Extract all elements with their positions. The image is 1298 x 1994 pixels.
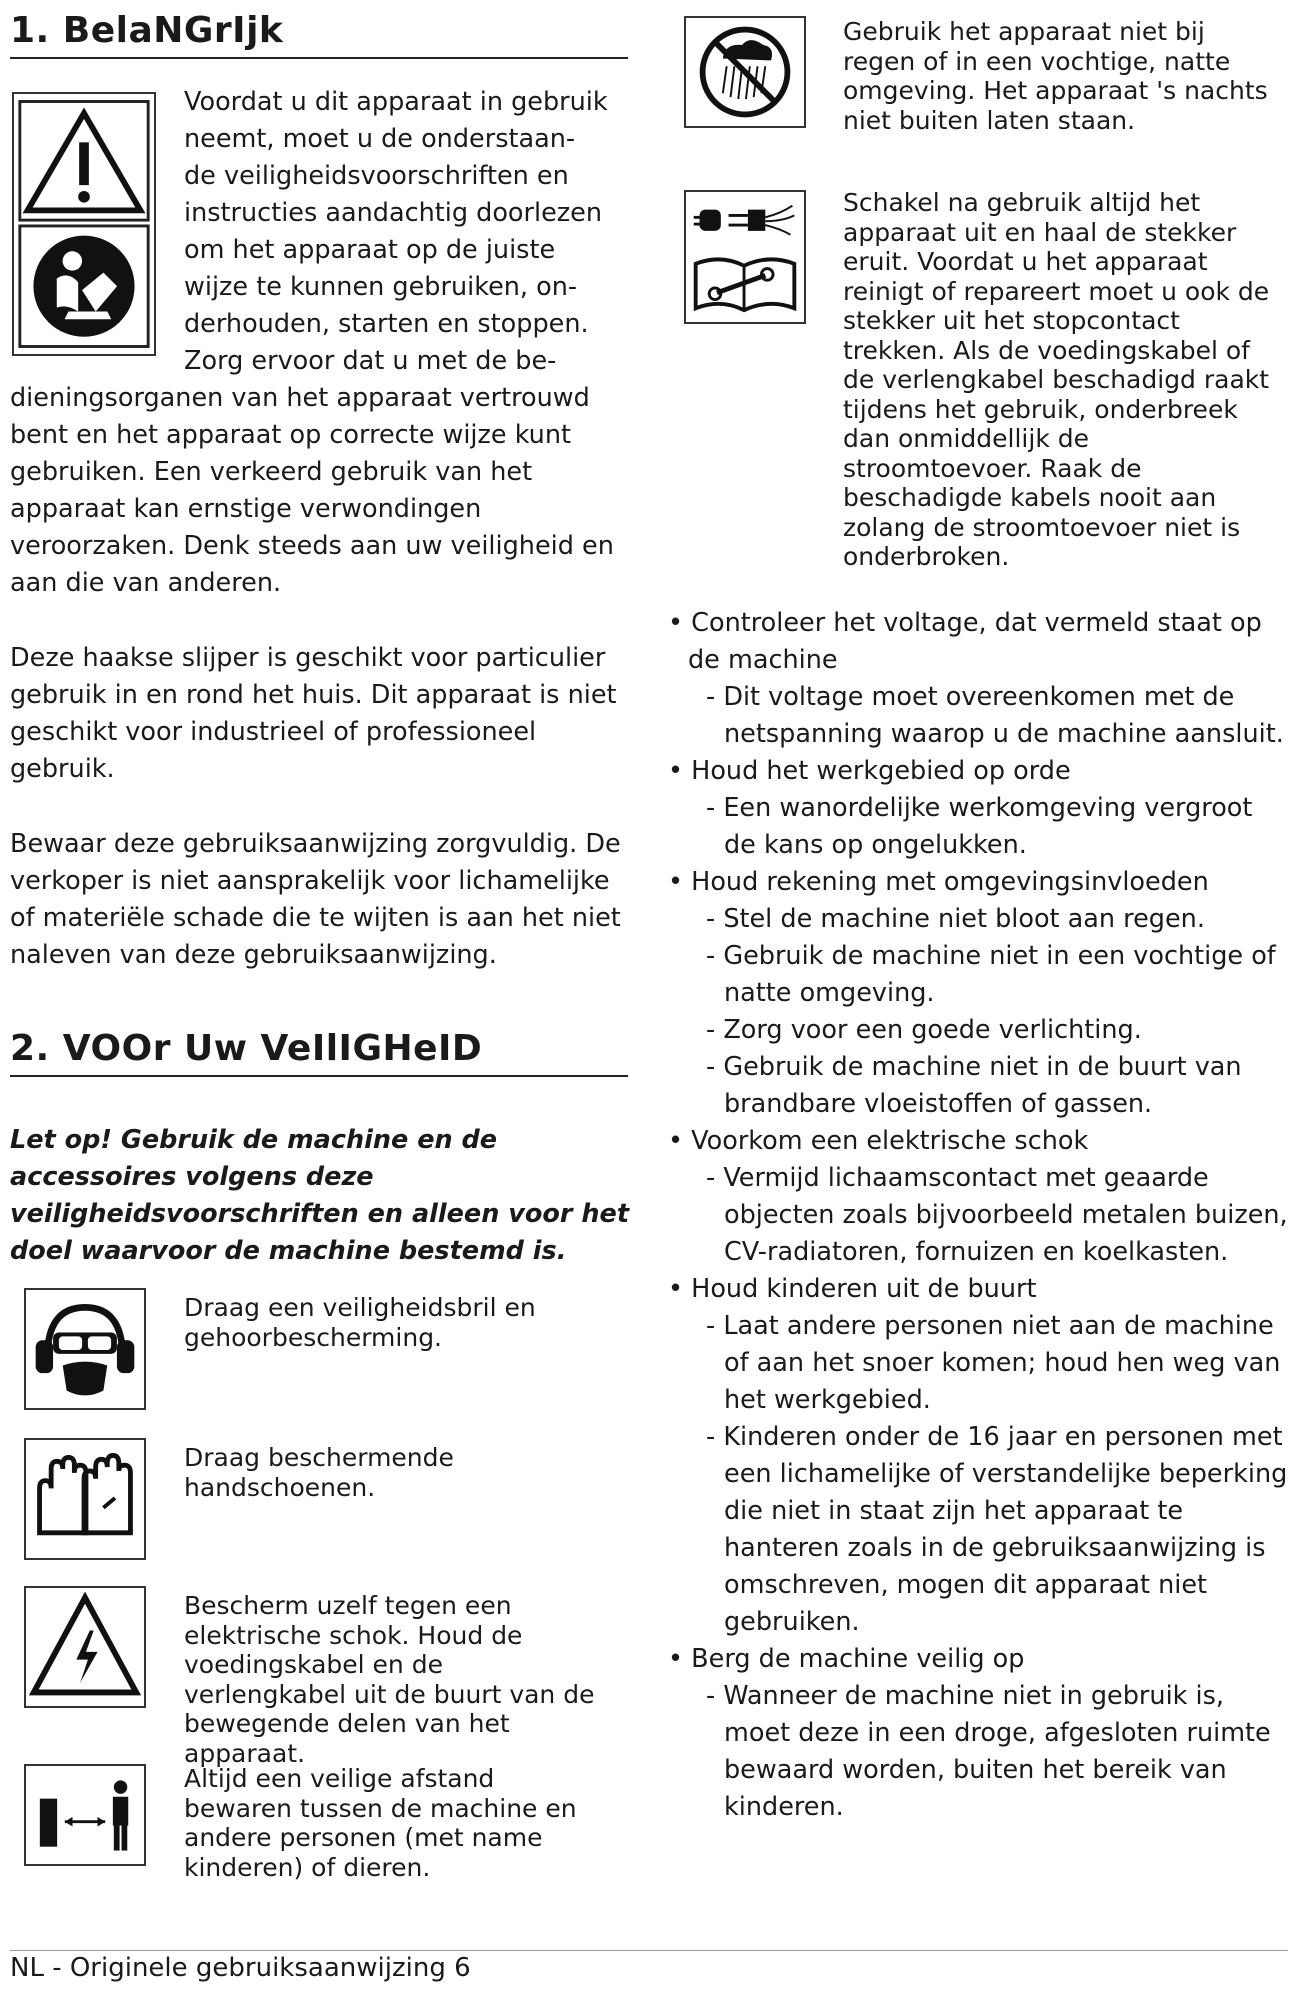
sub-item: - Wanneer de machine niet in gebruik is, moet deze in een droge, afgesloten ruimte bewaard worden, buiten het bereik van kinderen. xyxy=(706,1681,1271,1822)
intro-line: om het apparaat op de juiste xyxy=(184,235,556,265)
goggles-ear-protection-icon xyxy=(26,1290,144,1408)
goggles-label: Draag een veiligheidsbril en gehoorbescherming. xyxy=(184,1293,536,1352)
sub-item: - Zorg voor een goede verlichting. xyxy=(706,1015,1142,1045)
bullet-text: Houd rekening met omgevingsinvloeden xyxy=(691,867,1209,897)
sub-text: Stel de machine niet bloot aan regen. xyxy=(723,904,1205,934)
warning-manual-icon-box xyxy=(12,92,156,356)
section-2-heading: 2. VOOr Uw VeIlIGHeID xyxy=(10,1028,628,1077)
bullet-text: Houd kinderen uit de buurt xyxy=(691,1274,1037,1304)
notice-text: Let op! Gebruik de machine en de accessoires volgens deze veiligheidsvoorschriften en alleen voor het doel waarvoor de machine bestemd is. xyxy=(10,1125,630,1266)
no-rain-label: Gebruik het apparaat niet bij regen of in een vochtige, natte omgeving. Het apparaat 's nachts niet buiten laten staan. xyxy=(843,17,1268,135)
sub-item: - Een wanordelijke werkomgeving vergroot de kans op ongelukken. xyxy=(706,793,1253,860)
sub-item: - Stel de machine niet bloot aan regen. xyxy=(706,904,1205,934)
intro-continuation: dieningsorganen van het apparaat vertrouwd bent en het apparaat op correcte wijze kunt gebruiken. Een verkeerd gebruik van het apparaat kan ernstige verwondingen veroorzaken. Denk steeds aan uw veiligheid en aan die van anderen. xyxy=(10,383,614,598)
sub-text: Dit voltage moet overeenkomen met de netspanning waarop u de machine aansluit. xyxy=(723,682,1284,749)
no-rain-icon-box xyxy=(684,16,806,128)
bullet-text: Houd het werkgebied op orde xyxy=(691,756,1071,786)
distance-icon-box xyxy=(24,1764,146,1866)
page-footer: NL - Originele gebruiksaanwijzing 6 xyxy=(10,1950,1288,1983)
gloves-icon-box xyxy=(24,1438,146,1560)
sub-text: Vermijd lichaamscontact met geaarde objecten zoals bijvoorbeeld metalen buizen, CV-radiatoren, fornuizen en koelkasten. xyxy=(723,1163,1288,1267)
bullet-item: • Controleer het voltage, dat vermeld staat op de machine xyxy=(668,608,1262,675)
bullet-item: • Houd rekening met omgevingsinvloeden xyxy=(668,867,1209,897)
distance-label: Altijd een veilige afstand bewaren tussen de machine en andere personen (met name kinderen) of dieren. xyxy=(184,1764,577,1882)
sub-item: - Laat andere personen niet aan de machine of aan het snoer komen; houd hen weg van het werkgebied. xyxy=(706,1311,1281,1415)
unplug-icon-box xyxy=(684,190,806,324)
bullet-text: Voorkom een elektrische schok xyxy=(691,1126,1089,1156)
sub-text: Gebruik de machine niet in een vochtige of natte omgeving. xyxy=(723,941,1276,1008)
intro-line: Zorg ervoor dat u met de be- xyxy=(184,346,557,376)
sub-text: Laat andere personen niet aan de machine of aan het snoer komen; houd hen weg van het werkgebied. xyxy=(723,1311,1281,1415)
sub-text: Kinderen onder de 16 jaar en personen met een lichamelijke of verstandelijke beperking die niet in staat zijn het apparaat te hanteren zoals in de gebruiksaanwijzing is omschreven, mogen dit apparaat niet gebruiken. xyxy=(723,1422,1288,1637)
no-rain-icon xyxy=(686,18,804,126)
electric-icon-box xyxy=(24,1586,146,1708)
sub-text: Een wanordelijke werkomgeving vergroot de kans op ongelukken. xyxy=(723,793,1253,860)
gloves-label: Draag beschermende handschoenen. xyxy=(184,1443,454,1502)
sub-item: - Gebruik de machine niet in de buurt van brandbare vloeistoffen of gassen. xyxy=(706,1052,1242,1119)
intro-line: neemt, moet u de onderstaan- xyxy=(184,124,576,154)
unplug-manual-icon xyxy=(686,192,804,322)
section-1-heading: 1. BelaNGrIjk xyxy=(10,10,628,59)
sub-item: - Gebruik de machine niet in een vochtige of natte omgeving. xyxy=(706,941,1276,1008)
safety-bullets xyxy=(668,605,1290,1826)
bullet-text: Controleer het voltage, dat vermeld staat op de machine xyxy=(688,608,1262,675)
usage-paragraph: Deze haakse slijper is geschikt voor particulier gebruik in en rond het huis. Dit apparaat is niet geschikt voor industrieel of professioneel gebruik. xyxy=(10,643,617,784)
bullet-item: • Houd het werkgebied op orde xyxy=(668,756,1071,786)
electric-shock-warning-icon xyxy=(26,1588,144,1706)
intro-line: de veiligheidsvoorschriften en xyxy=(184,161,569,191)
sub-item: - Vermijd lichaamscontact met geaarde objecten zoals bijvoorbeeld metalen buizen, CV-radiatoren, fornuizen en koelkasten. xyxy=(706,1163,1288,1267)
intro-line: derhouden, starten en stoppen. xyxy=(184,309,589,339)
goggles-icon-box xyxy=(24,1288,146,1410)
warning-triangle-read-manual-icon xyxy=(14,94,154,354)
sub-item: - Kinderen onder de 16 jaar en personen met een lichamelijke of verstandelijke beperking die niet in staat zijn het apparaat te hanteren zoals in de gebruiksaanwijzing is omschreven, mogen dit apparaat niet gebruiken. xyxy=(706,1422,1288,1637)
gloves-icon xyxy=(26,1440,144,1558)
bullet-item: • Houd kinderen uit de buurt xyxy=(668,1274,1037,1304)
intro-line: wijze te kunnen gebruiken, on- xyxy=(184,272,578,302)
electric-label: Bescherm uzelf tegen een elektrische schok. Houd de voedingskabel en de verlengkabel uit de buurt van de bewegende delen van het apparaat. xyxy=(184,1591,595,1768)
intro-line: Voordat u dit apparaat in gebruik xyxy=(184,87,608,117)
sub-text: Zorg voor een goede verlichting. xyxy=(723,1015,1142,1045)
bullet-text: Berg de machine veilig op xyxy=(691,1644,1025,1674)
unplug-label: Schakel na gebruik altijd het apparaat uit en haal de stekker eruit. Voordat u het apparaat reinigt of repareert moet u ook de stekker uit het stopcontact trekken. Als de voedingskabel of de verlengkabel beschadigd raakt tijdens het gebruik, onderbreek dan onmiddellijk de stroomtoevoer. Raak de beschadigde kabels nooit aan zolang de stroomtoevoer niet is onderbroken. xyxy=(843,188,1270,571)
bullet-item: • Berg de machine veilig op xyxy=(668,1644,1025,1674)
sub-text: Gebruik de machine niet in de buurt van brandbare vloeistoffen of gassen. xyxy=(723,1052,1242,1119)
keep-manual-paragraph: Bewaar deze gebruiksaanwijzing zorgvuldig. De verkoper is niet aansprakelijk voor lichamelijke of materiële schade die te wijten is aan het niet naleven van deze gebruiksaanwijzing. xyxy=(10,829,621,970)
left-column xyxy=(10,0,628,59)
intro-line: instructies aandachtig doorlezen xyxy=(184,198,603,228)
sub-text: Wanneer de machine niet in gebruik is, moet deze in een droge, afgesloten ruimte bewaard worden, buiten het bereik van kinderen. xyxy=(723,1681,1271,1822)
intro-lines xyxy=(184,84,634,380)
sub-item: - Dit voltage moet overeenkomen met de netspanning waarop u de machine aansluit. xyxy=(706,682,1284,749)
safe-distance-icon xyxy=(26,1766,144,1864)
bullet-item: • Voorkom een elektrische schok xyxy=(668,1126,1089,1156)
